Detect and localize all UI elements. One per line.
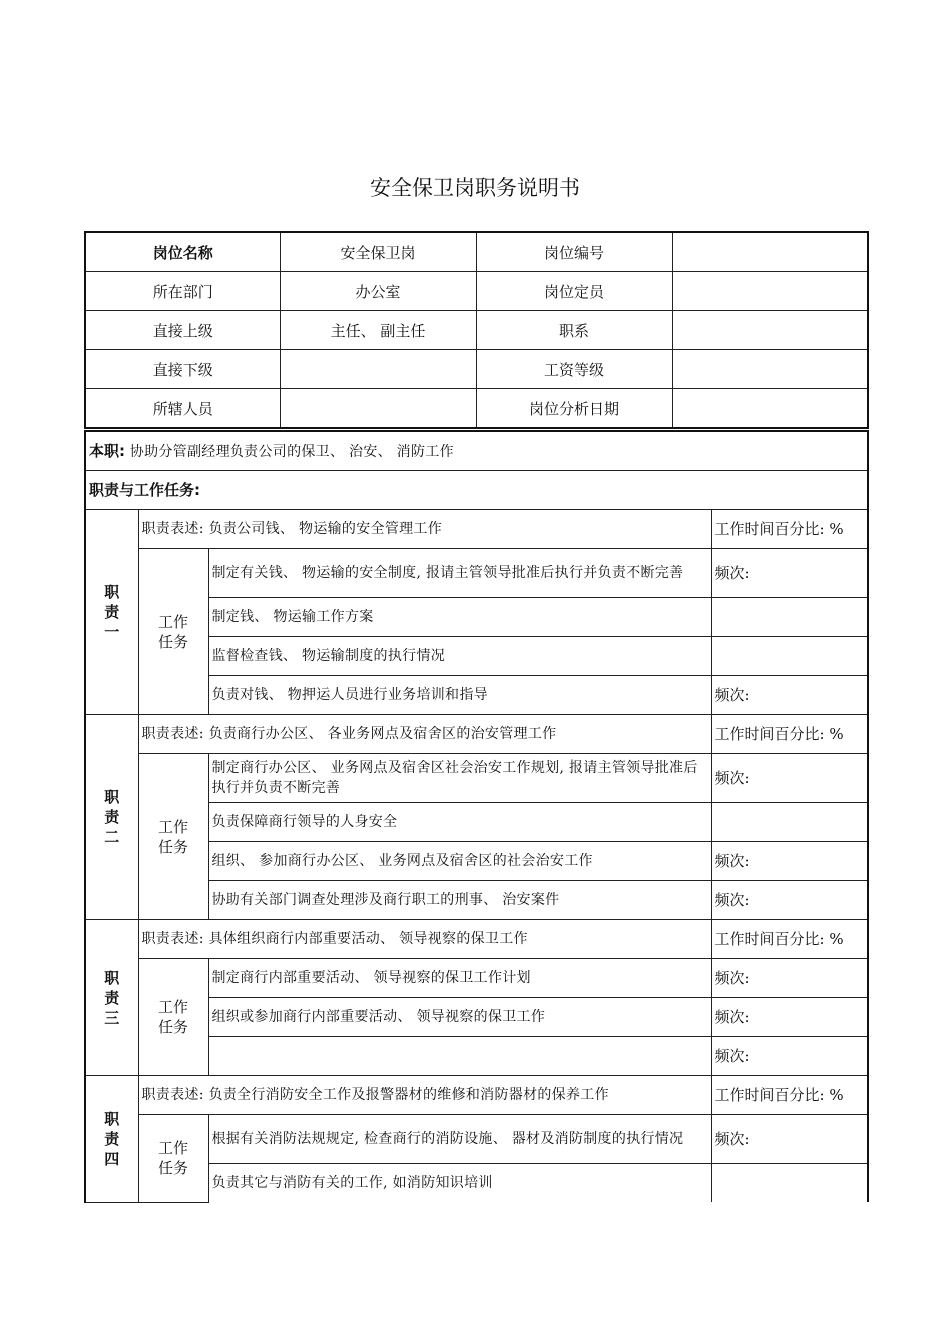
duty-1-task-2: 制定钱、 物运输工作方案 xyxy=(208,598,711,637)
duty-2-statement: 职责表述: 负责商行办公区、 各业务网点及宿舍区的治安管理工作 xyxy=(138,715,711,754)
duty-1-statement: 职责表述: 负责公司钱、 物运输的安全管理工作 xyxy=(138,510,711,549)
series-label: 职系 xyxy=(476,311,672,350)
duty-1-task-4: 负责对钱、 物押运人员进行业务培训和指导 xyxy=(208,676,711,715)
staffing-label: 岗位定员 xyxy=(476,272,672,311)
analysis-date-value xyxy=(672,389,868,429)
staff-value xyxy=(280,389,476,429)
basic-info-table xyxy=(84,231,869,429)
duty-2-task-4: 协助有关部门调查处理涉及商行职工的刑事、 治安案件 xyxy=(208,881,711,920)
duty-3-task-3-freq: 频次: xyxy=(711,1037,868,1076)
subordinate-label: 直接下级 xyxy=(85,350,280,389)
duty-1-time-pct: 工作时间百分比: % xyxy=(711,510,868,549)
superior-label: 直接上级 xyxy=(85,311,280,350)
post-code-value xyxy=(672,232,868,272)
main-duty-label: 本职: xyxy=(89,441,125,460)
duty-1-task-3-freq xyxy=(711,637,868,676)
duty-1-task-label: 工作 任务 xyxy=(138,549,208,715)
duty-2-task-label: 工作 任务 xyxy=(138,754,208,920)
duty-4-time-pct: 工作时间百分比: % xyxy=(711,1076,868,1115)
post-code-label: 岗位编号 xyxy=(476,232,672,272)
duty-4-task-2-freq xyxy=(711,1164,868,1203)
duty-1-task-3: 监督检查钱、 物运输制度的执行情况 xyxy=(208,637,711,676)
duty-2-label: 职 责 二 xyxy=(85,715,138,920)
dept-label: 所在部门 xyxy=(85,272,280,311)
duty-2-task-1-freq: 频次: xyxy=(711,754,868,803)
duty-4-statement: 职责表述: 负责全行消防安全工作及报警器材的维修和消防器材的保养工作 xyxy=(138,1076,711,1115)
duty-1-task-4-freq: 频次: xyxy=(711,676,868,715)
duty-3-task-label: 工作 任务 xyxy=(138,959,208,1076)
duty-1-task-1-freq: 频次: xyxy=(711,549,868,598)
duty-1-label: 职 责 一 xyxy=(85,510,138,715)
post-name-value: 安全保卫岗 xyxy=(280,232,476,272)
duty-2-time-pct: 工作时间百分比: % xyxy=(711,715,868,754)
main-duty-row xyxy=(85,431,868,471)
duty-3-statement: 职责表述: 具体组织商行内部重要活动、 领导视察的保卫工作 xyxy=(138,920,711,959)
duty-4-task-label: 工作 任务 xyxy=(138,1115,208,1203)
subordinate-value xyxy=(280,350,476,389)
duty-3-task-2-freq: 频次: xyxy=(711,998,868,1037)
duty-3-time-pct: 工作时间百分比: % xyxy=(711,920,868,959)
dept-value: 办公室 xyxy=(280,272,476,311)
duty-4-task-1-freq: 频次: xyxy=(711,1115,868,1164)
post-name-label: 岗位名称 xyxy=(85,232,280,272)
duties-table xyxy=(84,430,869,1203)
duty-3-task-1: 制定商行内部重要活动、 领导视察的保卫工作计划 xyxy=(208,959,711,998)
duty-3-task-2: 组织或参加商行内部重要活动、 领导视察的保卫工作 xyxy=(208,998,711,1037)
duty-3-task-3 xyxy=(208,1037,711,1076)
analysis-date-label: 岗位分析日期 xyxy=(476,389,672,429)
page-title: 安全保卫岗职务说明书 xyxy=(370,176,580,200)
duty-4-task-2: 负责其它与消防有关的工作, 如消防知识培训 xyxy=(208,1164,711,1203)
staff-label: 所辖人员 xyxy=(85,389,280,429)
grade-label: 工资等级 xyxy=(476,350,672,389)
grade-value xyxy=(672,350,868,389)
duties-heading: 职责与工作任务: xyxy=(85,471,868,510)
duty-2-task-2-freq xyxy=(711,803,868,842)
duty-2-task-1: 制定商行办公区、 业务网点及宿舍区社会治安工作规划, 报请主管领导批准后执行并负责不断完善 xyxy=(208,754,711,803)
duty-2-task-4-freq: 频次: xyxy=(711,881,868,920)
duty-2-task-3: 组织、 参加商行办公区、 业务网点及宿舍区的社会治安工作 xyxy=(208,842,711,881)
duty-4-task-1: 根据有关消防法规规定, 检查商行的消防设施、 器材及消防制度的执行情况 xyxy=(208,1115,711,1164)
duty-1-task-1: 制定有关钱、 物运输的安全制度, 报请主管领导批准后执行并负责不断完善 xyxy=(208,549,711,598)
duty-2-task-2: 负责保障商行领导的人身安全 xyxy=(208,803,711,842)
main-duty-text: 协助分管副经理负责公司的保卫、 治安、 消防工作 xyxy=(129,443,454,460)
staffing-value xyxy=(672,272,868,311)
superior-value: 主任、 副主任 xyxy=(280,311,476,350)
duty-2-task-3-freq: 频次: xyxy=(711,842,868,881)
duty-3-label: 职 责 三 xyxy=(85,920,138,1076)
duty-3-task-1-freq: 频次: xyxy=(711,959,868,998)
series-value xyxy=(672,311,868,350)
duty-4-label: 职 责 四 xyxy=(85,1076,138,1203)
duty-1-task-2-freq xyxy=(711,598,868,637)
